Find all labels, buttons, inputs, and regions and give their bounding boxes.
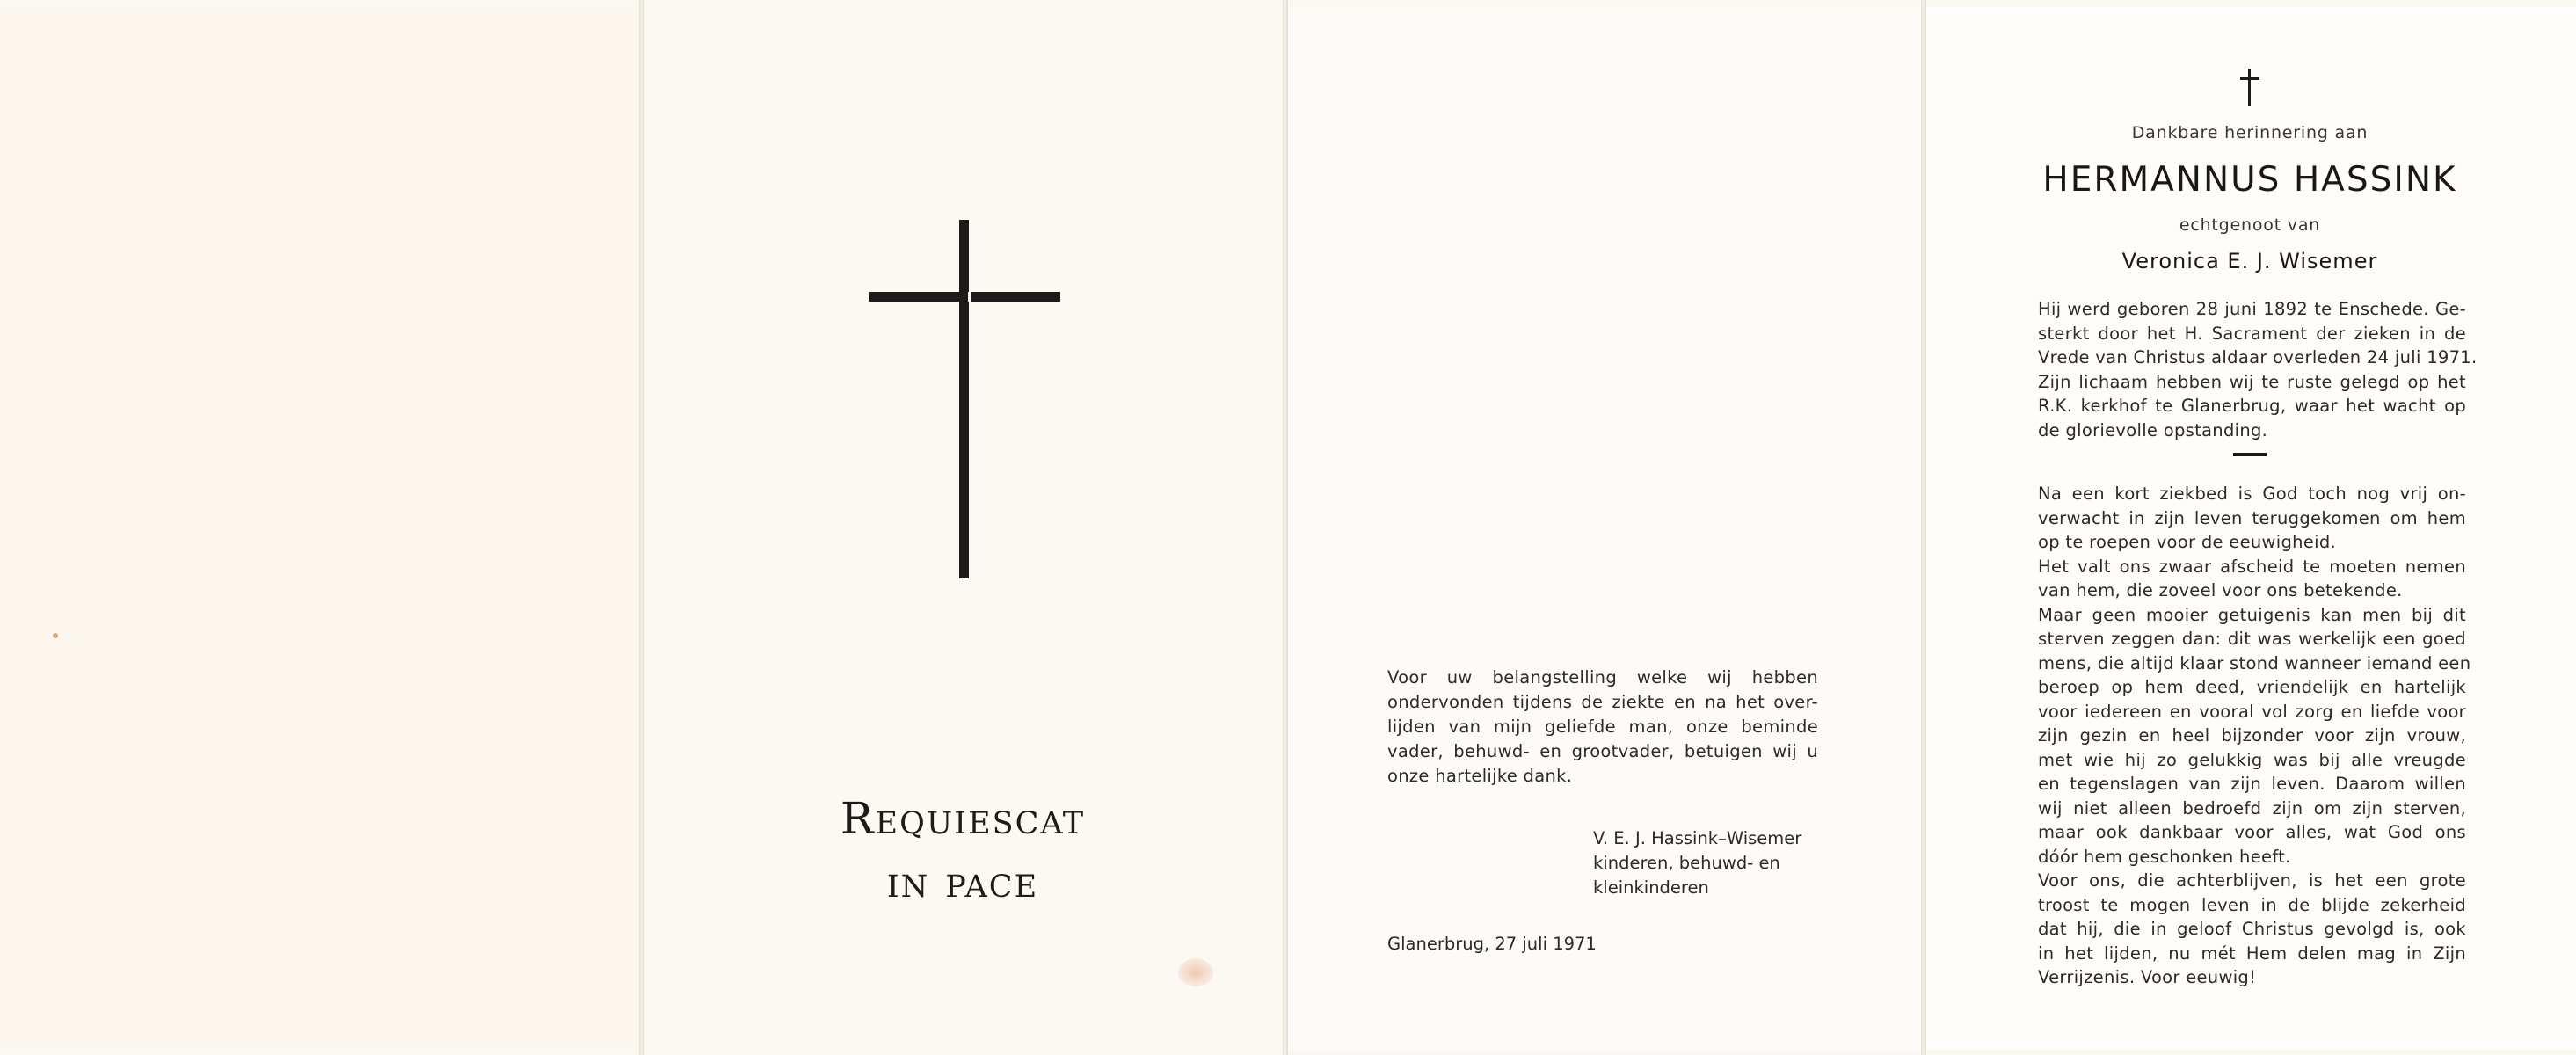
blank-back-panel — [0, 7, 642, 1050]
thanks-line: ondervonden tijdens de ziekte en na het over- — [1387, 692, 1818, 712]
tribute-line: dóór hem geschonken heeft. — [2038, 846, 2291, 867]
bio-line: R.K. kerkhof te Glanerbrug, waar het wacht op — [2038, 396, 2466, 416]
tribute-line: met wie hij zo gelukkig was bij alle vreugde — [2038, 749, 2466, 770]
tribute-line: Het valt ons zwaar afscheid te moeten nemen — [2038, 556, 2466, 577]
signature-line: V. E. J. Hassink–Wisemer — [1593, 828, 1802, 848]
deceased-name: HERMANNUS HASSINK — [2042, 160, 2457, 200]
tribute-line: sterven zeggen dan: dit was werkelijk een goed — [2038, 629, 2466, 649]
place-date: Glanerbrug, 27 juli 1971 — [1387, 934, 1597, 954]
tribute-line: beroep op hem deed, vriendelijk en hartelijk — [2038, 677, 2466, 697]
tribute-line: verwacht in zijn leven teruggekomen om hem — [2038, 507, 2466, 528]
bio-line: sterkt door het H. Sacrament der zieken in de — [2038, 323, 2466, 344]
thanks-line: onze hartelijke dank. — [1387, 766, 1573, 786]
cross-icon-horizontal — [869, 292, 1060, 302]
thanks-line: lijden van mijn geliefde man, onze beminde — [1387, 717, 1818, 737]
tribute-line: wij niet alleen bedroefd zijn om zijn sterven, — [2038, 797, 2466, 819]
separator-dash — [2233, 453, 2267, 456]
tribute-line: Na een kort ziekbed is God toch nog vrij on- — [2038, 484, 2466, 504]
intro-text: Dankbare herinnering aan — [2131, 123, 2369, 142]
requiescat-line-2: in pace — [886, 856, 1039, 907]
tribute-line: maar ook dankbaar voor alles, wat God ons — [2038, 822, 2466, 842]
tribute-line: in het lijden, nu mét Hem delen mag in Zijn — [2038, 942, 2466, 964]
tribute-line: dat hij, die in geloof Christus gevolgd is, ook — [2038, 919, 2466, 939]
cross-icon-gap — [968, 292, 971, 302]
biography-paragraph — [2038, 297, 2478, 442]
thanks-line: vader, behuwd- en grootvader, betuigen wij u — [1387, 741, 1818, 761]
tribute-line: troost te mogen leven in de blijde zekerheid — [2038, 894, 2466, 915]
tribute-line: voor iedereen en vooral vol zorg en liefde voor — [2038, 701, 2466, 722]
paper-spot — [53, 633, 58, 638]
tribute-paragraph — [2038, 482, 2471, 990]
signature-line: kinderen, behuwd- en — [1593, 853, 1780, 873]
signature-block — [1593, 826, 1822, 900]
bio-line: Hij werd geboren 28 juni 1892 te Enschede. Ge- — [2038, 299, 2466, 319]
tribute-line: Voor ons, die achterblijven, is het een grote — [2038, 870, 2466, 891]
fold-line — [1283, 0, 1288, 1055]
requiescat-in-pace-title — [791, 787, 1134, 913]
tribute-line: en tegenslagen van zijn leven. Daarom willen — [2038, 774, 2466, 794]
fold-line — [639, 0, 644, 1055]
paper-stain — [1178, 958, 1213, 986]
bio-line: de glorievolle opstanding. — [2038, 419, 2268, 440]
bio-line: Zijn lichaam hebben wij te ruste gelegd op het — [2038, 371, 2466, 392]
tribute-line: mens, die altijd klaar stond wanneer iemand een — [2038, 652, 2471, 673]
tribute-line: zijn gezin en heel bijzonder voor zijn vrouw, — [2038, 725, 2466, 746]
requiescat-line-1: Requiescat — [840, 793, 1086, 844]
signature-line: kleinkinderen — [1593, 877, 1709, 898]
tribute-line: op te roepen voor de eeuwigheid. — [2038, 532, 2337, 552]
spouse-name: Veronica E. J. Wisemer — [2121, 249, 2378, 273]
fold-line — [1921, 0, 1926, 1055]
bio-line: Vrede van Christus aldaar overleden 24 juli 1971. — [2038, 347, 2478, 367]
cross-icon-vertical — [959, 220, 969, 578]
tribute-line: Maar geen mooier getuigenis kan men bij dit — [2038, 604, 2466, 625]
small-cross-icon — [2240, 69, 2259, 106]
tribute-line: van hem, die zoveel voor ons betekende. — [2038, 580, 2403, 600]
tribute-line: Verrijzenis. Voor eeuwig! — [2038, 967, 2257, 987]
thanks-paragraph — [1387, 666, 1818, 789]
thanks-line: Voor uw belangstelling welke wij hebben — [1387, 667, 1818, 688]
spouse-intro-text: echtgenoot van — [2179, 215, 2321, 235]
